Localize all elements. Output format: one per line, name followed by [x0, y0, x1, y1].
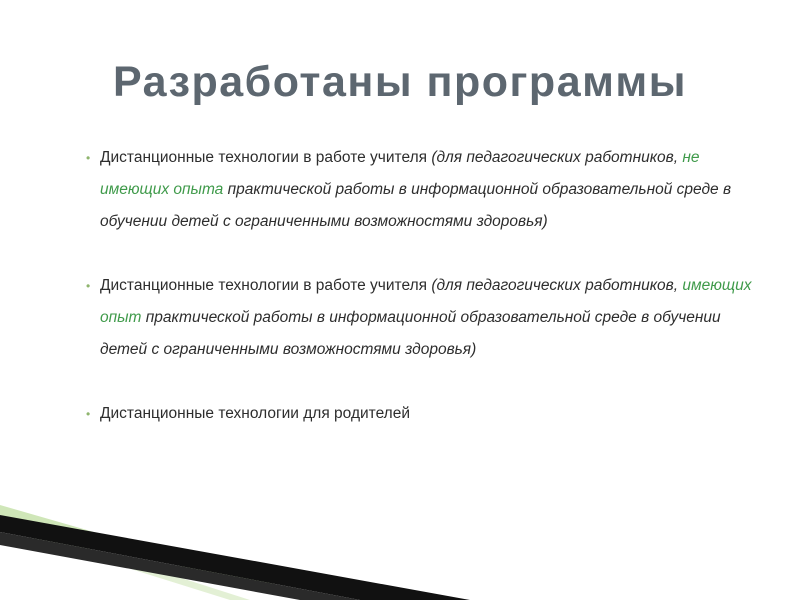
item-text: Дистанционные технологии в работе учителя [100, 149, 432, 166]
item-italic-text: практической работы в информационной образовательной среде в обучении детей с ограниченными возможностями здоровья) [100, 309, 721, 358]
item-text: Дистанционные технологии в работе учителя [100, 277, 432, 294]
item-italic-text: (для педагогических работников, [431, 149, 683, 166]
item-italic-text: практической работы в информационной образовательной среде в обучении детей с ограниченными возможностями здоровья) [100, 181, 732, 230]
item-italic-text: (для педагогических работников, [431, 277, 683, 294]
bullet-icon: • [86, 151, 91, 165]
slide-title: Разработаны программы [113, 58, 687, 106]
item-highlight-text: имеющих опыт [100, 277, 752, 326]
bullet-icon: • [86, 407, 91, 421]
bullet-icon: • [86, 279, 91, 293]
item-text: Дистанционные технологии для родителей [100, 405, 411, 422]
item-highlight-text: не имеющих опыта [100, 149, 700, 198]
